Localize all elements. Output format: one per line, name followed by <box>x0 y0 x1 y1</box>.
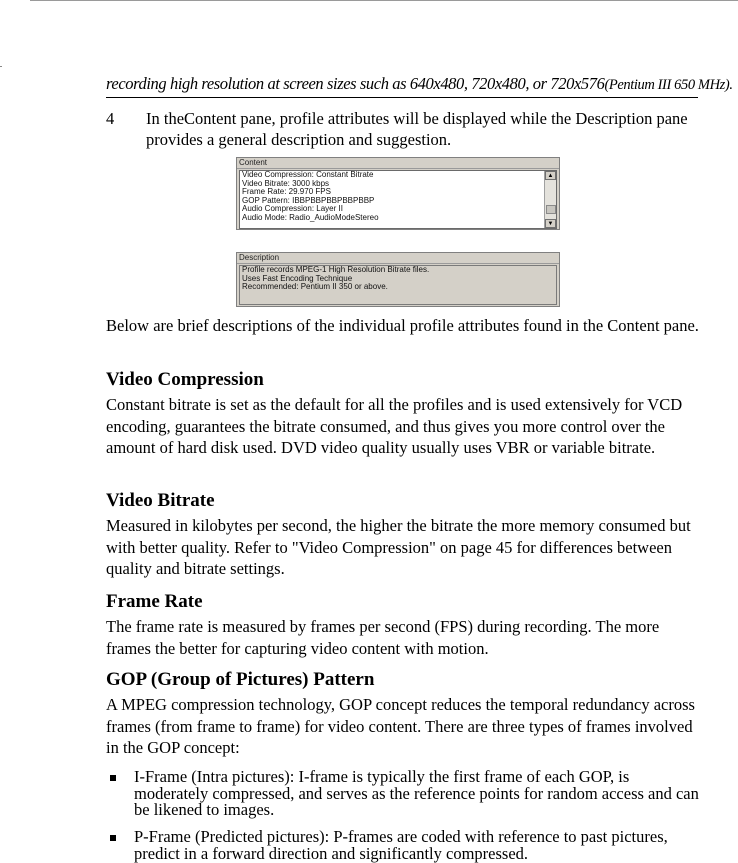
description-pane-title: Description <box>237 253 559 264</box>
content-line: Audio Compression: Layer II <box>242 205 343 214</box>
bullet-icon <box>110 775 116 781</box>
margin-mark <box>0 66 2 67</box>
intro-paragraph: Below are brief descriptions of the individual profile attributes found in the Content pane. <box>106 316 699 335</box>
video-bitrate-body: Measured in kilobytes per second, the higher the bitrate the more memory consumed but with better quality. Refer to "Video Compression" on page 45 for differences between quality and bitrate settings. <box>106 516 691 579</box>
description-line: Profile records MPEG-1 High Resolution Bitrate files. <box>242 266 430 274</box>
frame-rate-body: The frame rate is measured by frames per second (FPS) during recording. The more frames the better for capturing video content with motion. <box>106 617 660 658</box>
heading-gop-pattern: GOP (Group of Pictures) Pattern <box>106 669 375 690</box>
description-line: Recommended: Pentium II 350 or above. <box>242 283 388 292</box>
content-line: Video Bitrate: 3000 kbps <box>242 179 330 188</box>
content-scrollbar[interactable] <box>544 171 556 228</box>
video-compression-body: Constant bitrate is set as the default for all the profiles and is used extensively for VCD encoding, guarantees the bitrate consumed, and thus gives you more control over the amount of hard disk used. DVD video quality usually uses VBR or variable bitrate. <box>106 395 683 458</box>
heading-frame-rate: Frame Rate <box>106 591 203 612</box>
scroll-thumb[interactable] <box>546 205 556 214</box>
header-text: recording high resolution at screen sizes such as 640x480, 720x480, or 720x576 <box>106 74 605 93</box>
scroll-up-icon[interactable]: ▲ <box>545 171 556 180</box>
scroll-down-icon[interactable]: ▼ <box>545 219 556 228</box>
content-pane-title: Content <box>237 158 559 169</box>
running-header <box>106 74 733 98</box>
content-line: Frame Rate: 29.970 FPS <box>242 188 331 197</box>
heading-video-compression: Video Compression <box>106 369 264 390</box>
content-line: Video Compression: Constant Bitrate <box>242 171 374 179</box>
step-number: 4 <box>106 109 115 128</box>
bullet-text: P-Frame (Predicted pictures): P-frames are coded with reference to past pictures, predict in a forward direction and significantly compressed. <box>134 827 668 863</box>
content-line: GOP Pattern: IBBPBBPBBPBBPBBP <box>242 196 375 205</box>
description-line: Uses Fast Encoding Technique <box>242 274 353 283</box>
header-cpu: (Pentium III 650 MHz). <box>604 77 733 93</box>
content-pane-list[interactable] <box>239 170 557 229</box>
step-text: In theContent pane, profile attributes will be displayed while the Description pane provides a general description and suggestion. <box>146 109 688 149</box>
top-rule <box>30 0 738 1</box>
gop-pattern-body: A MPEG compression technology, GOP concept reduces the temporal redundancy across frames (from frame to frame) for video content. There are three types of frames involved in the GOP concept: <box>106 695 695 758</box>
bullet-icon <box>110 835 116 841</box>
description-pane-body <box>239 265 557 305</box>
bullet-text: I-Frame (Intra pictures): I-frame is typically the first frame of each GOP, is moderately compressed, and serves as the reference points for random access and can be likened to images. <box>134 767 699 819</box>
heading-video-bitrate: Video Bitrate <box>106 490 215 511</box>
content-line: Audio Mode: Radio_AudioModeStereo <box>242 213 379 222</box>
content-pane <box>236 157 560 230</box>
description-pane <box>236 252 560 307</box>
